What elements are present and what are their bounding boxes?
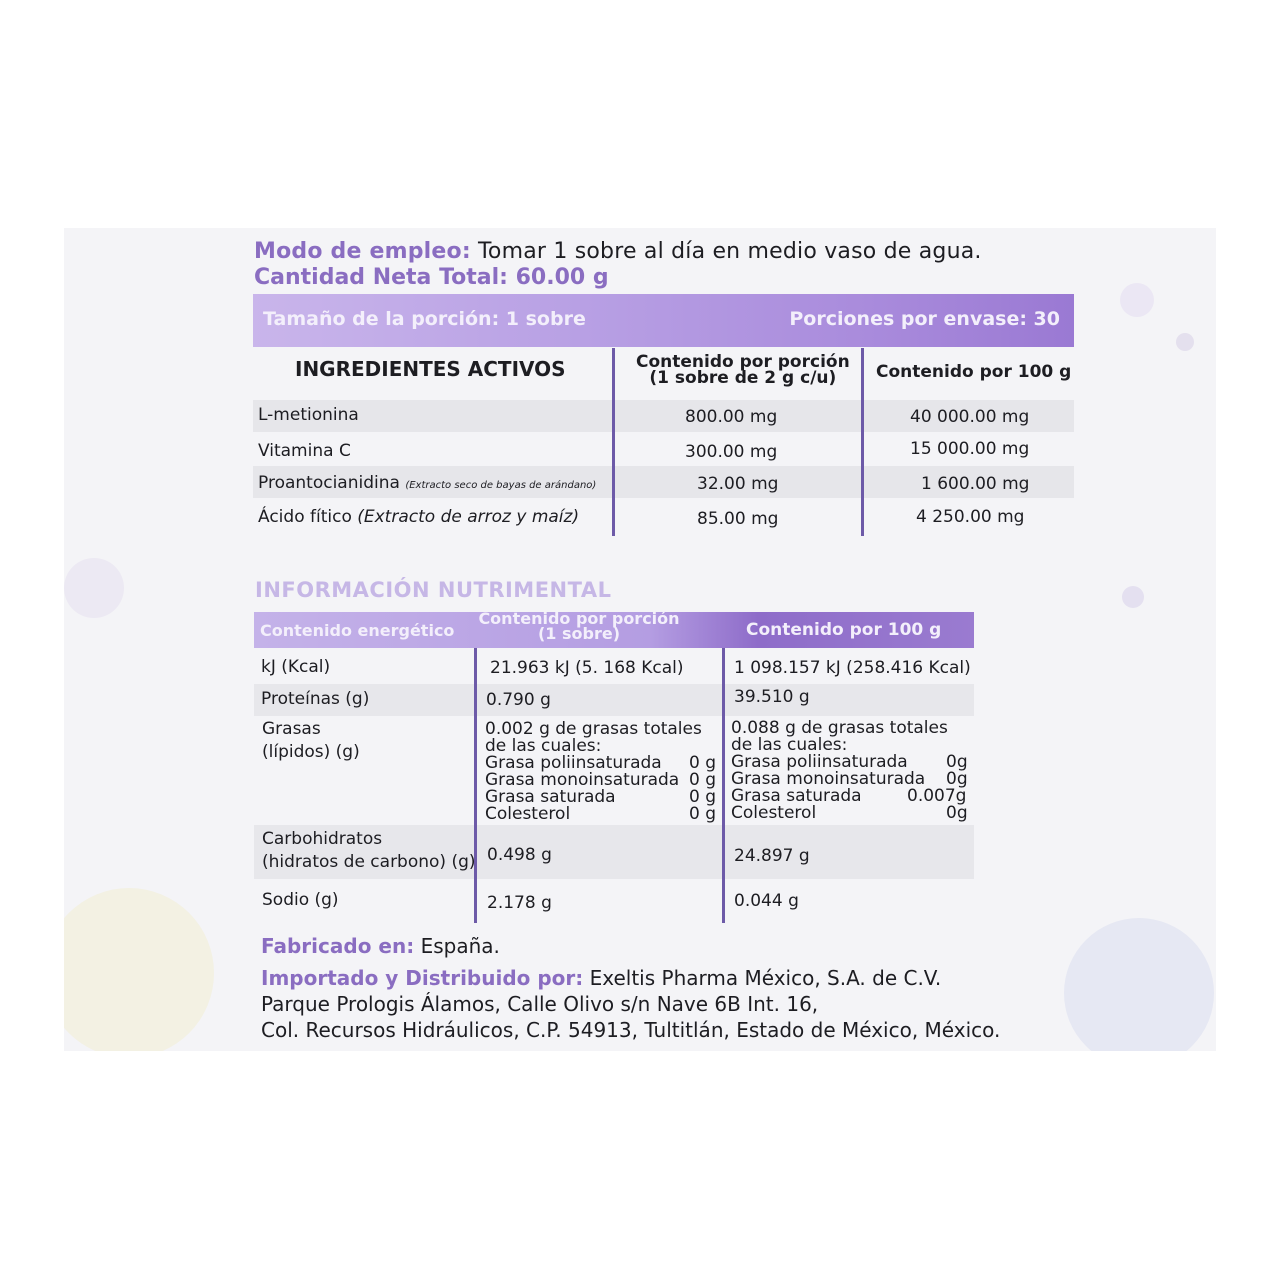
fat-portion-value: 0 g bbox=[689, 804, 717, 824]
address-line1: Parque Prologis Álamos, Calle Olivo s/n Nave 6B Int. 16, bbox=[261, 992, 819, 1016]
manufactured-value: España. bbox=[420, 934, 500, 958]
net-quantity: Cantidad Neta Total: 60.00 g bbox=[254, 265, 609, 290]
ingredient-per100: 40 000.00 mg bbox=[910, 407, 1030, 427]
ingredient-per100: 1 600.00 mg bbox=[921, 474, 1030, 494]
active-col-portion-header bbox=[636, 354, 850, 386]
decor-bubble bbox=[1122, 586, 1144, 608]
carbs-label-line1: Carbohidratos bbox=[262, 829, 383, 849]
product-label bbox=[64, 228, 1216, 1051]
protein-portion: 0.790 g bbox=[486, 690, 551, 710]
ingredient-portion: 300.00 mg bbox=[685, 442, 778, 462]
header-portion bbox=[476, 611, 682, 641]
carbs-label-line2: (hidratos de carbono) (g) bbox=[262, 852, 476, 872]
column-divider bbox=[722, 648, 725, 923]
ingredient-name: Proantocianidina bbox=[258, 473, 400, 493]
fat-portion-item: Grasa poliinsaturada bbox=[485, 753, 662, 773]
sodium-label: Sodio (g) bbox=[262, 890, 339, 910]
fat-per100-subtitle: de las cuales: bbox=[731, 735, 848, 755]
protein-per100: 39.510 g bbox=[734, 687, 810, 707]
column-divider bbox=[612, 348, 615, 536]
fat-portion-value: 0 g bbox=[689, 753, 717, 773]
ingredient-portion: 85.00 mg bbox=[697, 509, 779, 529]
ingredient-name: L-metionina bbox=[258, 405, 359, 425]
column-divider bbox=[861, 348, 864, 536]
decor-bubble bbox=[1176, 333, 1194, 351]
portion-size: Tamaño de la porción: 1 sobre bbox=[263, 308, 586, 330]
usage-text: Tomar 1 sobre al día en medio vaso de agua. bbox=[478, 239, 982, 264]
fat-per100-item: Grasa poliinsaturada bbox=[731, 752, 908, 772]
fat-label-line1: Grasas bbox=[262, 719, 321, 739]
nutrition-header-band bbox=[254, 609, 974, 648]
fat-per100-item: Colesterol bbox=[731, 803, 817, 823]
active-col-portion-line2: (1 sobre de 2 g c/u) bbox=[649, 368, 837, 388]
ingredient-portion: 32.00 mg bbox=[697, 474, 779, 494]
ingredient-name: Vitamina C bbox=[258, 441, 351, 461]
energy-portion: 21.963 kJ (5. 168 Kcal) bbox=[490, 658, 684, 678]
ingredient-portion: 800.00 mg bbox=[685, 407, 778, 427]
fat-per100-value: 0g bbox=[946, 769, 968, 789]
manufactured-label: Fabricado en: bbox=[261, 934, 415, 958]
fat-portion-total: 0.002 g de grasas totales bbox=[485, 719, 702, 739]
carbs-portion: 0.498 g bbox=[487, 845, 552, 865]
header-portion-line2: (1 sobre) bbox=[537, 624, 621, 643]
decor-bubble bbox=[64, 888, 214, 1051]
nutrition-title: INFORMACIÓN NUTRIMENTAL bbox=[255, 578, 612, 602]
usage-label: Modo de empleo: bbox=[254, 239, 471, 264]
active-col-portion-line1: Contenido por porción bbox=[636, 352, 850, 372]
header-100g: Contenido por 100 g bbox=[746, 620, 942, 640]
energy-per100: 1 098.157 kJ (258.416 Kcal) bbox=[734, 658, 971, 678]
fat-per100-total: 0.088 g de grasas totales bbox=[731, 718, 948, 738]
fat-per100-item: Grasa monoinsaturada bbox=[731, 769, 926, 789]
ingredient-name-with-note bbox=[258, 507, 579, 527]
servings-per-container: Porciones por envase: 30 bbox=[789, 308, 1060, 330]
address-line2: Col. Recursos Hidráulicos, C.P. 54913, Tultitlán, Estado de México, México. bbox=[261, 1018, 1001, 1042]
sodium-portion: 2.178 g bbox=[487, 893, 552, 913]
active-ingredients-title: INGREDIENTES ACTIVOS bbox=[295, 357, 566, 381]
fat-per100-item: Grasa saturada bbox=[731, 786, 862, 806]
decor-bubble bbox=[1120, 283, 1154, 317]
carbs-per100: 24.897 g bbox=[734, 846, 810, 866]
fat-portion-value: 0 g bbox=[689, 787, 717, 807]
manufactured-in bbox=[261, 934, 500, 958]
ingredient-per100: 4 250.00 mg bbox=[916, 507, 1025, 527]
fat-label-line2: (lípidos) (g) bbox=[262, 742, 360, 762]
active-col-100g-header: Contenido por 100 g bbox=[876, 362, 1072, 382]
ingredient-per100: 15 000.00 mg bbox=[910, 439, 1030, 459]
sodium-per100: 0.044 g bbox=[734, 891, 799, 911]
fat-per100-value: 0g bbox=[946, 752, 968, 772]
fat-portion-item: Colesterol bbox=[485, 804, 571, 824]
header-portion-line1: Contenido por porción bbox=[478, 609, 680, 628]
energy-label: kJ (Kcal) bbox=[261, 657, 331, 677]
ingredient-name-with-note bbox=[258, 473, 596, 493]
fat-per100-value: 0.007g bbox=[907, 786, 967, 806]
ingredient-name: Ácido fítico bbox=[258, 507, 352, 527]
decor-bubble bbox=[1064, 918, 1214, 1051]
importer-value: Exeltis Pharma México, S.A. de C.V. bbox=[589, 966, 942, 990]
fat-portion-subtitle: de las cuales: bbox=[485, 736, 602, 756]
portion-band bbox=[253, 294, 1074, 347]
header-energy: Contenido energético bbox=[260, 621, 455, 640]
importer-label: Importado y Distribuido por: bbox=[261, 966, 584, 990]
ingredient-note: (Extracto seco de bayas de arándano) bbox=[405, 480, 597, 491]
ingredient-note: (Extracto de arroz y maíz) bbox=[357, 507, 580, 527]
fat-portion-item: Grasa saturada bbox=[485, 787, 616, 807]
importer bbox=[261, 966, 941, 990]
fat-portion-item: Grasa monoinsaturada bbox=[485, 770, 680, 790]
fat-portion-value: 0 g bbox=[689, 770, 717, 790]
fat-per100-value: 0g bbox=[946, 803, 968, 823]
decor-bubble bbox=[64, 558, 124, 618]
column-divider bbox=[474, 648, 477, 923]
protein-label: Proteínas (g) bbox=[261, 689, 370, 709]
usage-instructions bbox=[254, 239, 982, 264]
